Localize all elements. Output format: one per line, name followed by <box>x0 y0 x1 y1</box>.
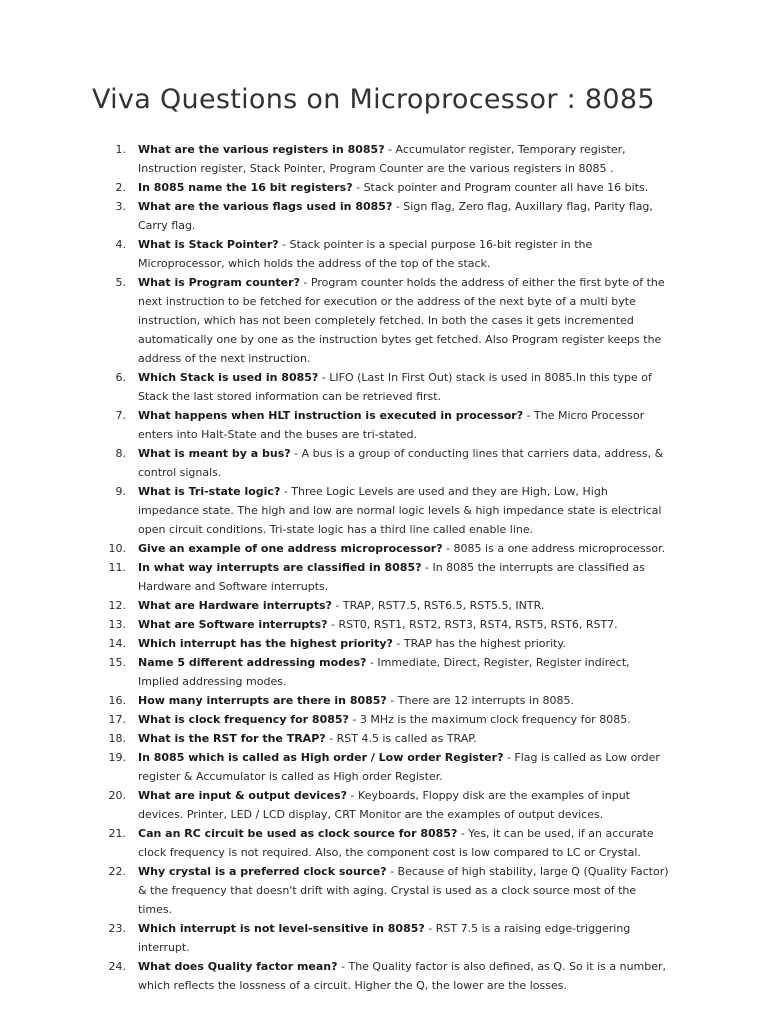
answer-text: - RST 4.5 is called as TRAP. <box>325 732 477 745</box>
question-number: 16. <box>108 694 126 707</box>
question-number: 4. <box>115 238 126 251</box>
question-number: 13. <box>108 618 126 631</box>
question-text: In 8085 name the 16 bit registers? <box>138 181 353 194</box>
answer-text: - Three Logic Levels are used and they are High, Low, High impedance state. The high and low are normal logic levels & high impedance state is electrical open circuit conditions. Tri-state logic has a third line called enable line. <box>138 485 662 536</box>
question-text: What is clock frequency for 8085? <box>138 713 349 726</box>
question-number: 19. <box>108 751 126 764</box>
answer-text: - Keyboards, Floppy disk are the examples of input devices. Printer, LED / LCD display, CRT Monitor are the examples of output devices. <box>138 789 630 821</box>
question-list <box>0 140 768 995</box>
question-item <box>0 710 670 729</box>
answer-text: - Yes, it can be used, if an accurate clock frequency is not required. Also, the component cost is low compared to LC or Crystal. <box>138 827 654 859</box>
question-number: 11. <box>108 561 126 574</box>
question-number: 20. <box>108 789 126 802</box>
question-item <box>0 615 670 634</box>
question-text: Can an RC circuit be used as clock source for 8085? <box>138 827 458 840</box>
question-item <box>0 596 670 615</box>
question-text: Which Stack is used in 8085? <box>138 371 319 384</box>
question-number: 8. <box>115 447 126 460</box>
answer-text: - TRAP has the highest priority. <box>392 637 566 650</box>
question-number: 12. <box>108 599 126 612</box>
question-text: What is the RST for the TRAP? <box>138 732 326 745</box>
question-item <box>0 273 670 368</box>
question-number: 3. <box>115 200 126 213</box>
question-number: 2. <box>115 181 126 194</box>
question-item <box>0 178 670 197</box>
question-item <box>0 539 670 558</box>
question-number: 7. <box>115 409 126 422</box>
question-item <box>0 824 670 862</box>
question-item <box>0 634 670 653</box>
question-text: What are input & output devices? <box>138 789 348 802</box>
question-item <box>0 406 670 444</box>
question-number: 10. <box>108 542 126 555</box>
question-text: How many interrupts are there in 8085? <box>138 694 387 707</box>
answer-text: - Because of high stability, large Q (Quality Factor) & the frequency that doesn't drift with aging. Crystal is used as a clock source most of the times. <box>138 865 669 916</box>
question-text: Name 5 different addressing modes? <box>138 656 367 669</box>
question-number: 15. <box>108 656 126 669</box>
question-text: What is meant by a bus? <box>138 447 291 460</box>
question-text: What is Program counter? <box>138 276 300 289</box>
answer-text: - Flag is called as Low order register & Accumulator is called as High order Register. <box>138 751 660 783</box>
question-number: 23. <box>108 922 126 935</box>
answer-text: - 8085 is a one address microprocessor. <box>442 542 666 555</box>
question-item <box>0 957 670 995</box>
answer-text: - Stack pointer and Program counter all have 16 bits. <box>352 181 649 194</box>
question-item <box>0 368 670 406</box>
answer-text: - Immediate, Direct, Register, Register indirect, Implied addressing modes. <box>138 656 630 688</box>
answer-text: - 3 MHz is the maximum clock frequency for 8085. <box>348 713 631 726</box>
question-text: What are the various flags used in 8085? <box>138 200 393 213</box>
question-text: In 8085 which is called as High order / Low order Register? <box>138 751 504 764</box>
question-item <box>0 748 670 786</box>
question-number: 5. <box>115 276 126 289</box>
question-item <box>0 653 670 691</box>
question-text: Give an example of one address microprocessor? <box>138 542 443 555</box>
question-text: Which interrupt has the highest priority? <box>138 637 393 650</box>
question-item <box>0 786 670 824</box>
question-text: What are Software interrupts? <box>138 618 328 631</box>
question-number: 21. <box>108 827 126 840</box>
question-text: What happens when HLT instruction is executed in processor? <box>138 409 524 422</box>
question-number: 17. <box>108 713 126 726</box>
question-item <box>0 862 670 919</box>
answer-text: - The Quality factor is also defined, as Q. So it is a number, which reflects the lossness of a circuit. Higher the Q, the lower are the losses. <box>138 960 667 992</box>
question-item <box>0 482 670 539</box>
answer-text: - Accumulator register, Temporary register, Instruction register, Stack Pointer, Program Counter are the various registers in 8085 . <box>138 143 626 175</box>
answer-text: - In 8085 the interrupts are classified as Hardware and Software interrupts. <box>138 561 645 593</box>
question-item <box>0 691 670 710</box>
question-number: 1. <box>115 143 126 156</box>
question-number: 22. <box>108 865 126 878</box>
answer-text: - TRAP, RST7.5, RST6.5, RST5.5, INTR. <box>331 599 545 612</box>
question-item <box>0 140 670 178</box>
question-number: 24. <box>108 960 126 973</box>
question-item <box>0 235 670 273</box>
question-text: What does Quality factor mean? <box>138 960 338 973</box>
answer-text: - Stack pointer is a special purpose 16-bit register in the Microprocessor, which holds the address of the top of the stack. <box>138 238 593 270</box>
question-number: 6. <box>115 371 126 384</box>
question-text: What are the various registers in 8085? <box>138 143 385 156</box>
page-title: Viva Questions on Microprocessor : 8085 <box>92 84 655 115</box>
question-text: Why crystal is a preferred clock source? <box>138 865 387 878</box>
question-text: What is Tri-state logic? <box>138 485 281 498</box>
question-text: In what way interrupts are classified in 8085? <box>138 561 422 574</box>
question-item <box>0 197 670 235</box>
question-item <box>0 919 670 957</box>
question-item <box>0 444 670 482</box>
answer-text: - Program counter holds the address of either the first byte of the next instruction to be fetched for execution or the address of the next byte of a multi byte instruction, which has not been completely fetched. In both the cases it gets incremented automatically one by one as the instruction bytes get fetched. Also Program register keeps the address of the next instruction. <box>138 276 665 365</box>
question-text: What are Hardware interrupts? <box>138 599 332 612</box>
question-item <box>0 558 670 596</box>
question-text: What is Stack Pointer? <box>138 238 279 251</box>
answer-text: - RST0, RST1, RST2, RST3, RST4, RST5, RST6, RST7. <box>327 618 618 631</box>
answer-text: - RST 7.5 is a raising edge-triggering interrupt. <box>138 922 631 954</box>
answer-text: - Sign flag, Zero flag, Auxillary flag, Parity flag, Carry flag. <box>138 200 653 232</box>
question-number: 14. <box>108 637 126 650</box>
question-text: Which interrupt is not level-sensitive in 8085? <box>138 922 425 935</box>
answer-text: - The Micro Processor enters into Halt-State and the buses are tri-stated. <box>138 409 645 441</box>
answer-text: - LIFO (Last In First Out) stack is used in 8085.In this type of Stack the last stored information can be retrieved first. <box>138 371 652 403</box>
answer-text: - There are 12 interrupts in 8085. <box>386 694 575 707</box>
answer-text: - A bus is a group of conducting lines that carriers data, address, & control signals. <box>138 447 664 479</box>
question-item <box>0 729 670 748</box>
question-number: 9. <box>115 485 126 498</box>
question-number: 18. <box>108 732 126 745</box>
